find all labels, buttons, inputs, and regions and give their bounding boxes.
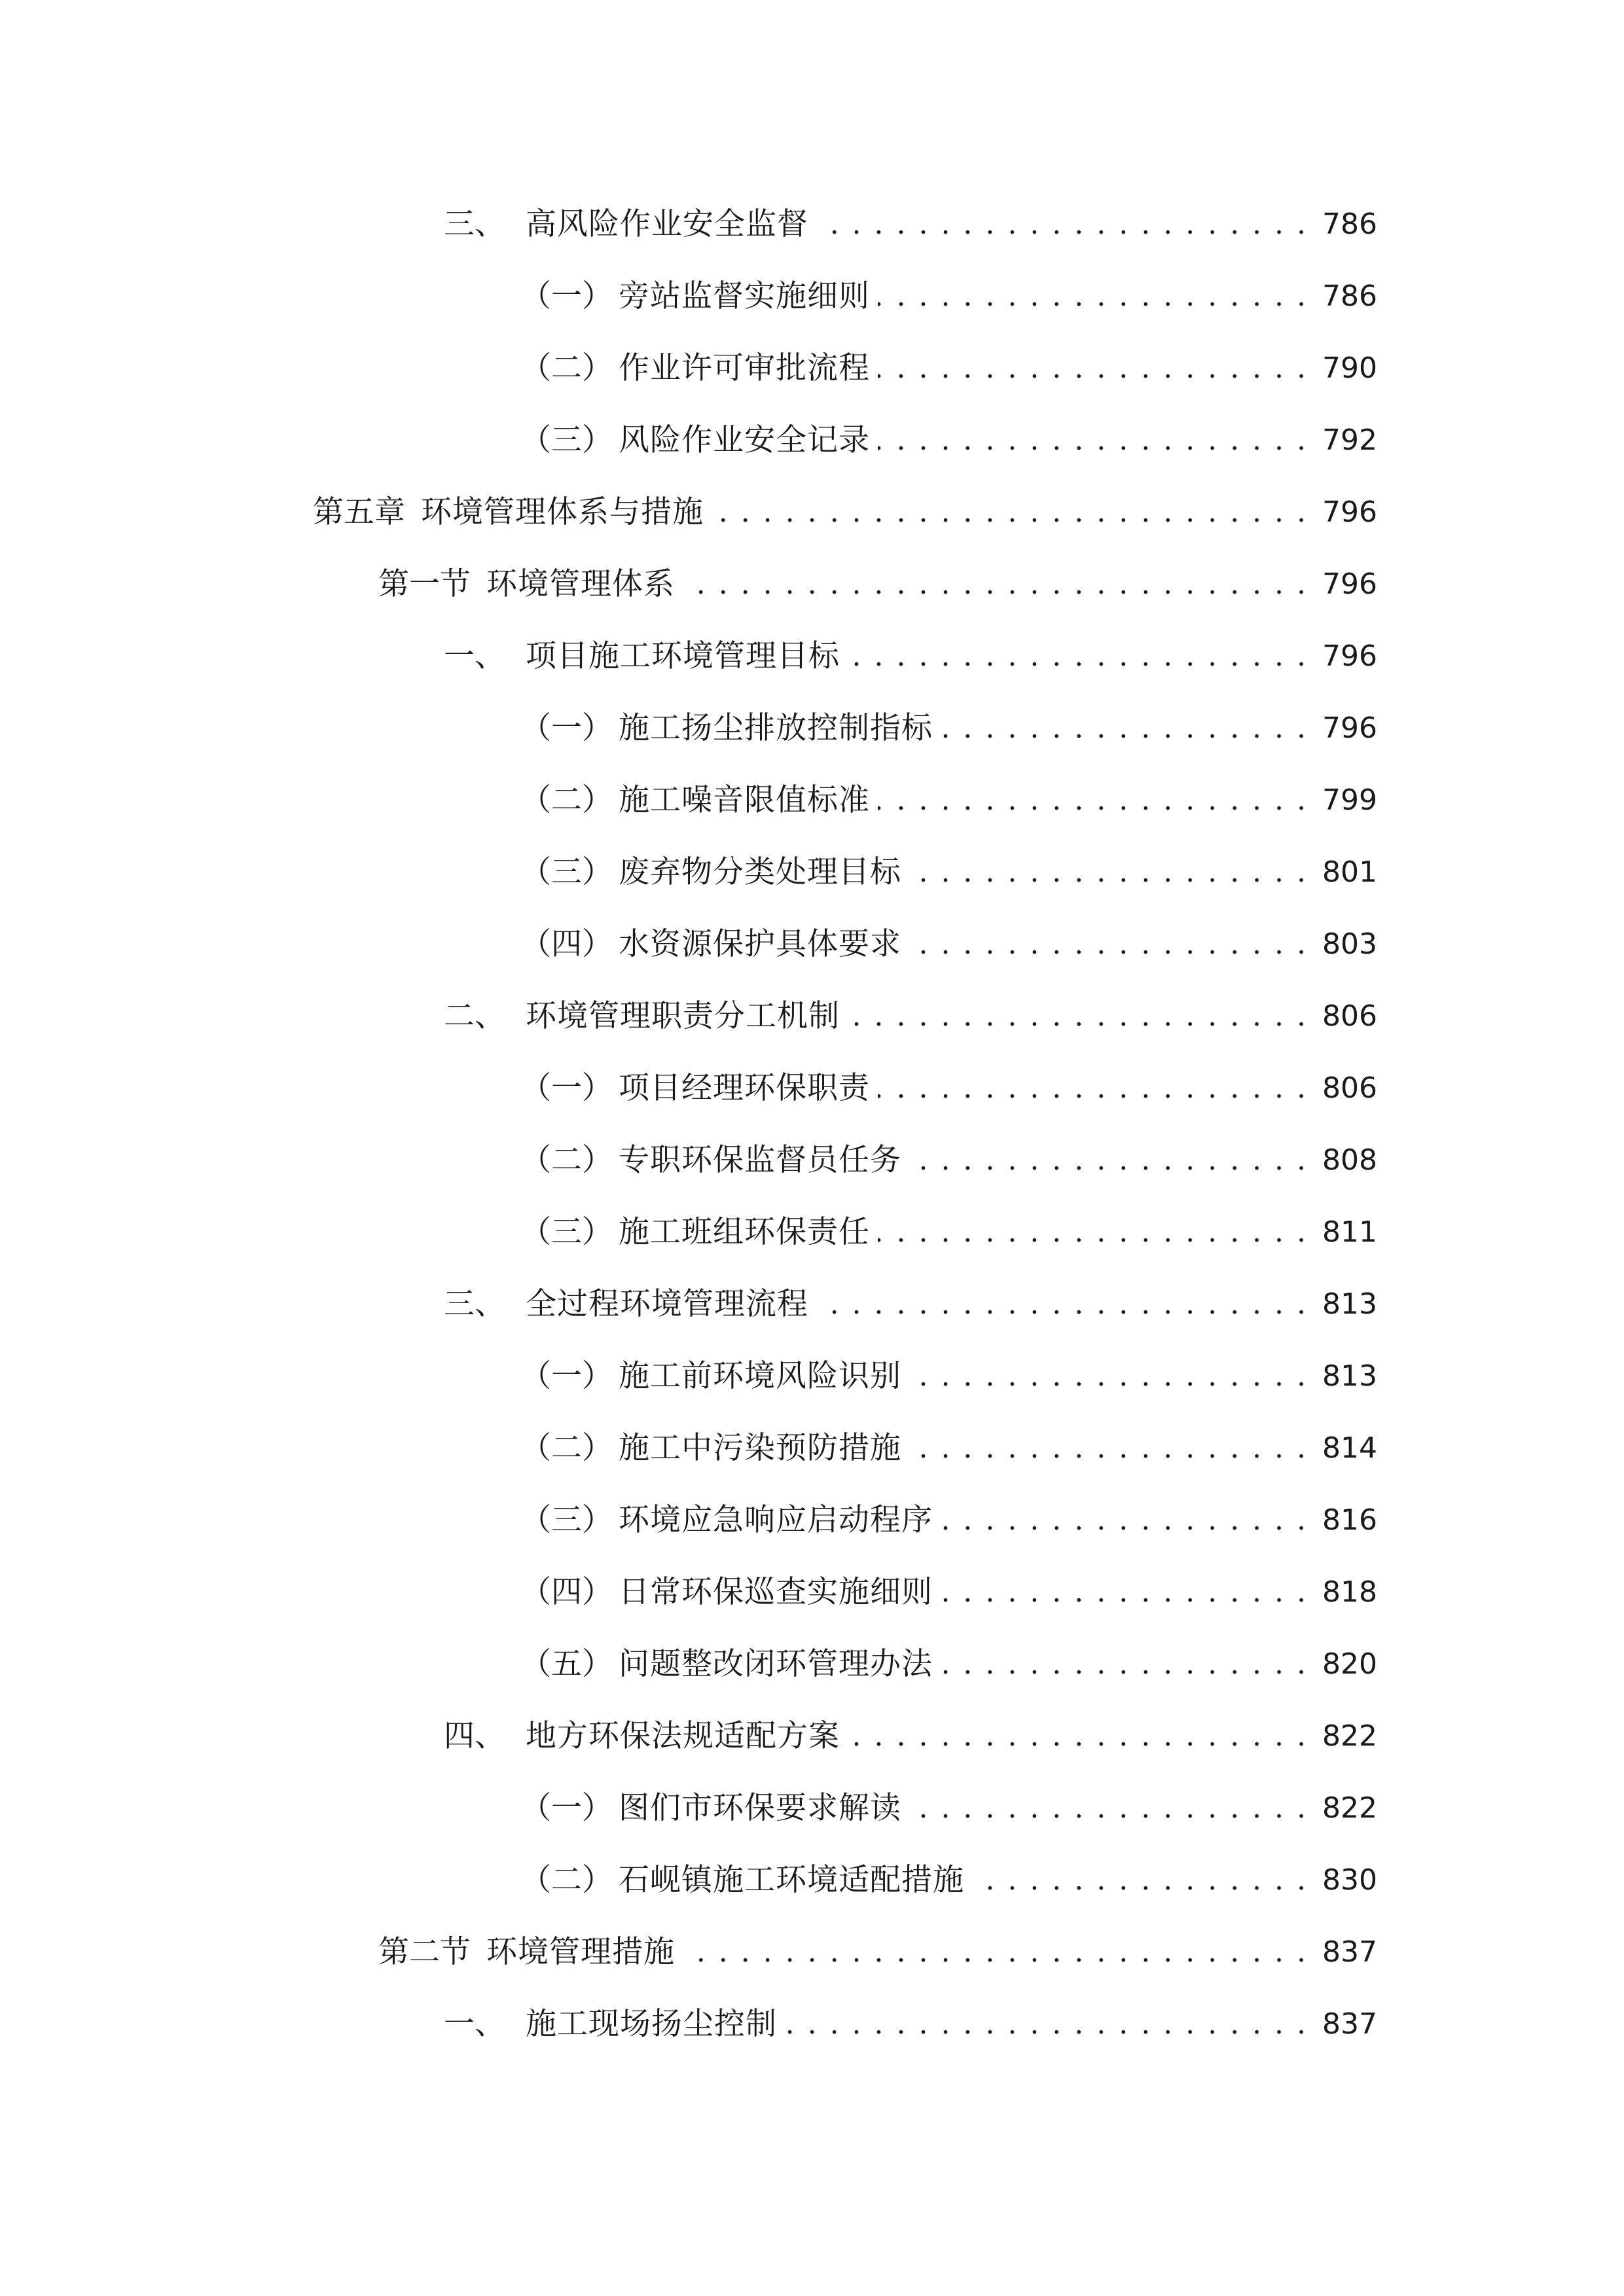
toc-entry[interactable]	[0, 1124, 1624, 1196]
toc-entry[interactable]	[0, 764, 1624, 836]
toc-entry[interactable]	[0, 908, 1624, 980]
toc-entry[interactable]	[0, 1988, 1624, 2060]
dot-leader	[878, 332, 1308, 404]
entry-number: （二）	[520, 1430, 613, 1466]
entry-number: （二）	[520, 1862, 613, 1898]
entry-title: 环境应急响应启动程序	[619, 1502, 933, 1538]
dot-leader	[816, 188, 1308, 260]
entry-number: （一）	[520, 278, 613, 314]
page-number: 796	[1322, 495, 1377, 529]
dot-leader	[909, 1124, 1308, 1196]
dot-leader	[878, 1196, 1308, 1268]
entry-title: 专职环保监督员任务	[619, 1142, 901, 1178]
page-number: 796	[1322, 639, 1377, 673]
entry-title: 图们市环保要求解读	[619, 1790, 901, 1826]
toc-section-entry[interactable]	[0, 548, 1624, 620]
entry-title: 施工前环境风险识别	[619, 1358, 901, 1394]
entry-number: 二、	[444, 998, 505, 1034]
entry-number: （二）	[520, 1142, 613, 1178]
dot-leader	[909, 1412, 1308, 1484]
entry-title: 项目经理环保职责	[619, 1070, 870, 1106]
entry-title: 问题整改闭环管理办法	[619, 1646, 933, 1682]
entry-number: （五）	[520, 1646, 613, 1682]
toc-entry[interactable]	[0, 1628, 1624, 1700]
dot-leader	[712, 476, 1308, 548]
entry-title: 废弃物分类处理目标	[619, 854, 901, 890]
page-number: 803	[1322, 927, 1377, 961]
entry-number: （一）	[520, 710, 613, 746]
entry-number: 三、	[444, 206, 505, 242]
chapter-title: 环境管理体系与措施	[421, 494, 704, 530]
entry-title: 施工扬尘排放控制指标	[619, 710, 933, 746]
entry-number: 一、	[444, 638, 505, 674]
entry-title: 旁站监督实施细则	[619, 278, 870, 314]
page-number: 806	[1322, 999, 1377, 1033]
page-number: 830	[1322, 1863, 1377, 1897]
entry-number: （三）	[520, 422, 613, 458]
toc-entry[interactable]	[0, 836, 1624, 908]
dot-leader	[785, 1988, 1308, 2060]
page-number: 822	[1322, 1791, 1377, 1825]
dot-leader	[909, 1772, 1308, 1844]
chapter-number: 第五章	[313, 494, 405, 530]
page-number: 813	[1322, 1359, 1377, 1393]
page-number: 813	[1322, 1287, 1377, 1321]
entry-number: （一）	[520, 1070, 613, 1106]
page-number: 801	[1322, 855, 1377, 889]
entry-number: （三）	[520, 1214, 613, 1250]
dot-leader	[972, 1844, 1308, 1916]
dot-leader	[683, 1916, 1308, 1988]
section-title: 环境管理体系	[486, 566, 675, 602]
dot-leader	[816, 1268, 1308, 1340]
dot-leader	[848, 620, 1308, 692]
toc-entry[interactable]	[0, 332, 1624, 404]
page-number: 816	[1322, 1503, 1377, 1537]
toc-entry[interactable]	[0, 1196, 1624, 1268]
page-number: 796	[1322, 567, 1377, 601]
page-number: 814	[1322, 1431, 1377, 1465]
entry-title: 全过程环境管理流程	[526, 1286, 808, 1322]
page-number: 796	[1322, 711, 1377, 745]
page-number: 808	[1322, 1143, 1377, 1177]
dot-leader	[878, 260, 1308, 332]
entry-title: 日常环保巡查实施细则	[619, 1574, 933, 1610]
page-number: 811	[1322, 1215, 1377, 1249]
entry-title: 环境管理职责分工机制	[526, 998, 840, 1034]
entry-number: （四）	[520, 926, 613, 962]
dot-leader	[683, 548, 1308, 620]
entry-number: 一、	[444, 2006, 505, 2042]
toc-entry[interactable]	[0, 404, 1624, 476]
section-number: 第一节	[378, 566, 471, 602]
page-number: 820	[1322, 1647, 1377, 1681]
dot-leader	[848, 1700, 1308, 1772]
dot-leader	[878, 1052, 1308, 1124]
toc-section-entry[interactable]	[0, 1916, 1624, 1988]
toc-entry[interactable]	[0, 1556, 1624, 1628]
page-number: 837	[1322, 1935, 1377, 1969]
entry-number: 四、	[444, 1718, 505, 1754]
dot-leader	[878, 764, 1308, 836]
entry-title: 施工中污染预防措施	[619, 1430, 901, 1466]
page-number: 822	[1322, 1719, 1377, 1753]
entry-title: 施工班组环保责任	[619, 1214, 870, 1250]
table-of-contents	[0, 188, 1624, 2060]
page-number: 792	[1322, 423, 1377, 457]
dot-leader	[941, 692, 1308, 764]
dot-leader	[941, 1556, 1308, 1628]
toc-entry[interactable]	[0, 1052, 1624, 1124]
toc-entry[interactable]	[0, 1268, 1624, 1340]
entry-number: （二）	[520, 782, 613, 818]
entry-number: 三、	[444, 1286, 505, 1322]
toc-entry[interactable]	[0, 260, 1624, 332]
entry-number: （一）	[520, 1790, 613, 1826]
page-number: 786	[1322, 279, 1377, 313]
entry-title: 项目施工环境管理目标	[526, 638, 840, 674]
page-number: 806	[1322, 1071, 1377, 1105]
toc-entry[interactable]	[0, 1844, 1624, 1916]
toc-entry[interactable]	[0, 620, 1624, 692]
toc-entry[interactable]	[0, 1412, 1624, 1484]
toc-entry[interactable]	[0, 1700, 1624, 1772]
dot-leader	[909, 908, 1308, 980]
entry-number: （三）	[520, 1502, 613, 1538]
entry-number: （三）	[520, 854, 613, 890]
toc-chapter-entry[interactable]	[0, 476, 1624, 548]
page-number: 786	[1322, 207, 1377, 241]
entry-title: 水资源保护具体要求	[619, 926, 901, 962]
entry-number: （一）	[520, 1358, 613, 1394]
dot-leader	[941, 1484, 1308, 1556]
toc-entry[interactable]	[0, 980, 1624, 1052]
toc-entry[interactable]	[0, 692, 1624, 764]
page-number: 837	[1322, 2007, 1377, 2041]
dot-leader	[848, 980, 1308, 1052]
entry-title: 地方环保法规适配方案	[526, 1718, 840, 1754]
dot-leader	[941, 1628, 1308, 1700]
dot-leader	[878, 404, 1308, 476]
entry-number: （二）	[520, 350, 613, 386]
entry-number: （四）	[520, 1574, 613, 1610]
entry-title: 高风险作业安全监督	[526, 206, 808, 242]
toc-entry[interactable]	[0, 1484, 1624, 1556]
dot-leader	[909, 836, 1308, 908]
section-number: 第二节	[378, 1934, 471, 1970]
page-number: 799	[1322, 783, 1377, 817]
toc-entry[interactable]	[0, 1772, 1624, 1844]
entry-title: 施工噪音限值标准	[619, 782, 870, 818]
dot-leader	[909, 1340, 1308, 1412]
page-number: 790	[1322, 351, 1377, 385]
entry-title: 施工现场扬尘控制	[526, 2006, 777, 2042]
section-title: 环境管理措施	[486, 1934, 675, 1970]
toc-entry[interactable]	[0, 188, 1624, 260]
entry-title: 风险作业安全记录	[619, 422, 870, 458]
entry-title: 作业许可审批流程	[619, 350, 870, 386]
entry-title: 石岘镇施工环境适配措施	[619, 1862, 964, 1898]
page-number: 818	[1322, 1575, 1377, 1609]
toc-entry[interactable]	[0, 1340, 1624, 1412]
